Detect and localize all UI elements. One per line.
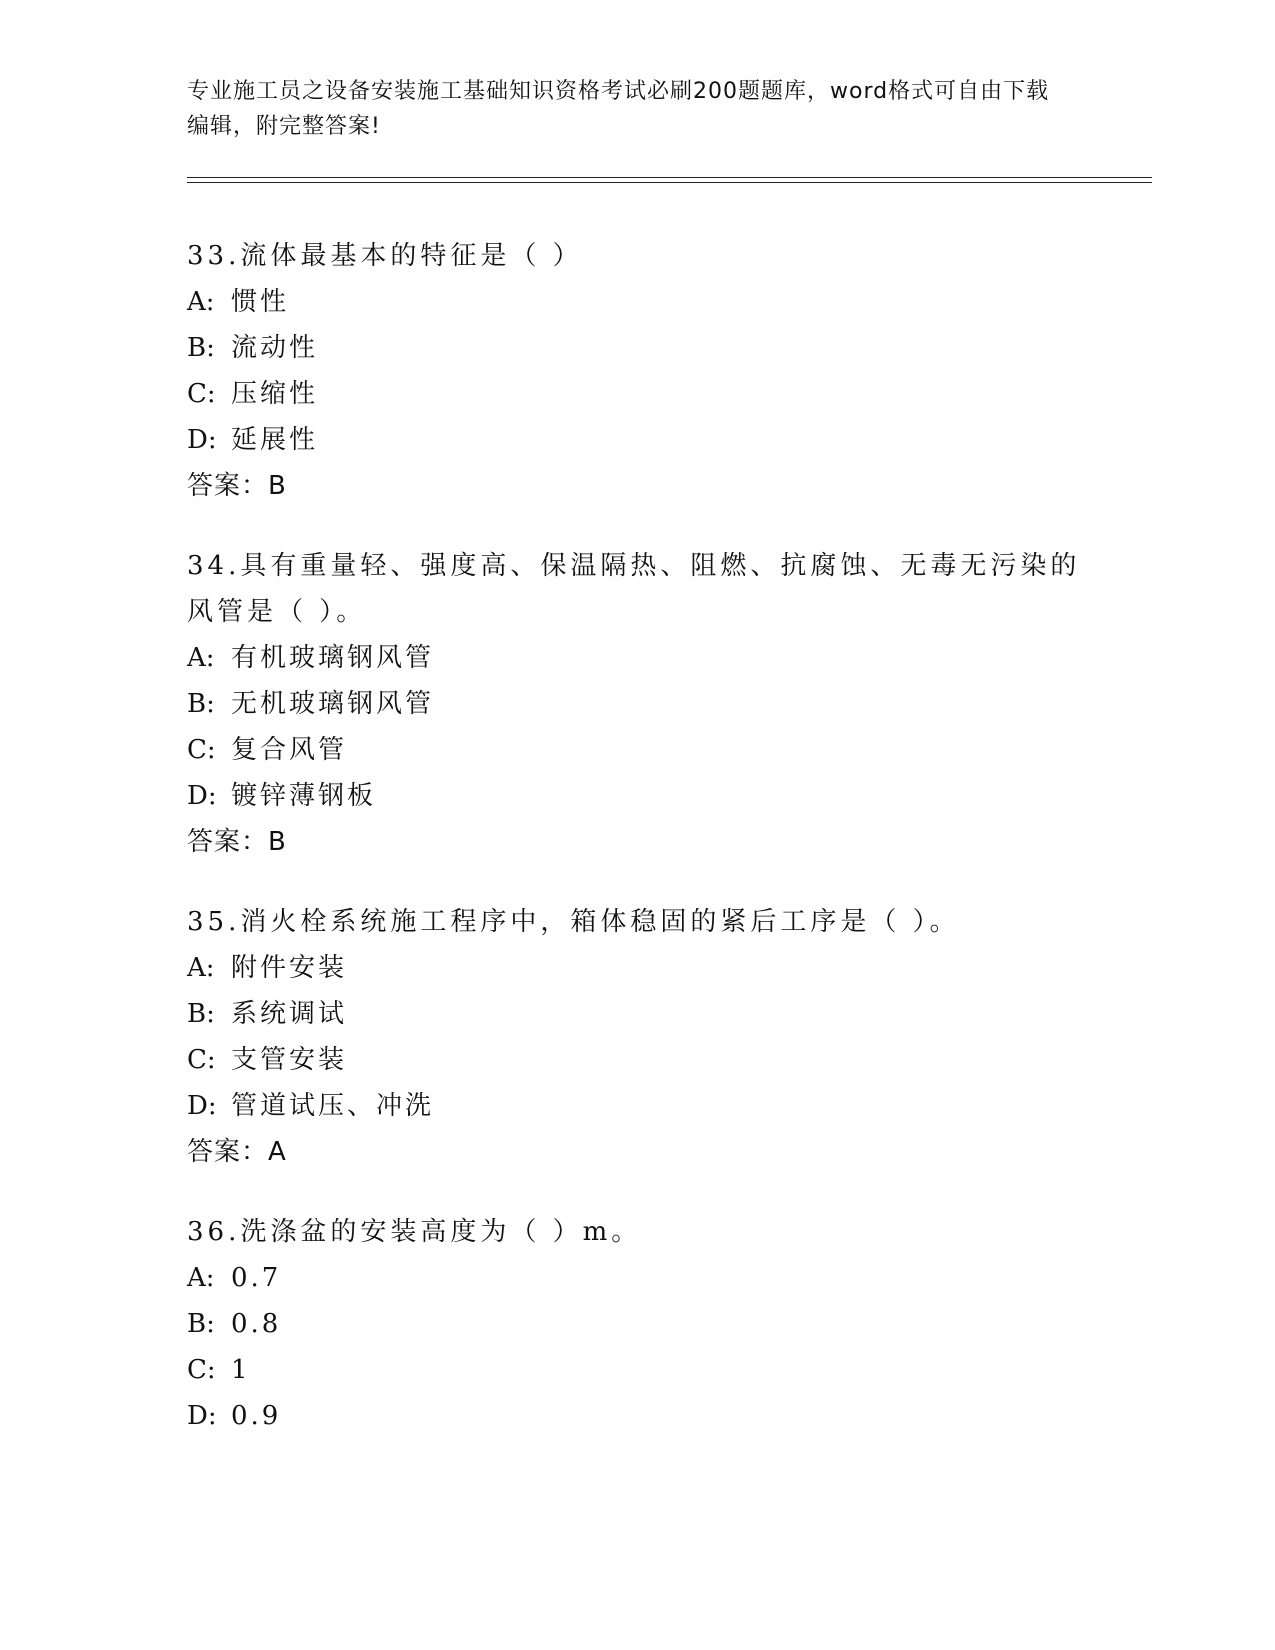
option-b [187, 325, 1087, 371]
question-list [187, 233, 1087, 1473]
option-d [187, 417, 1087, 463]
option-a [187, 279, 1087, 325]
option-b [187, 1301, 1087, 1347]
question-stem: 36.洗涤盆的安装高度为（ ）m。 [187, 1217, 642, 1247]
document-header: 专业施工员之设备安装施工基础知识资格考试必刷200题题库，word格式可自由下载编辑，附完整答案! [187, 79, 1050, 139]
option-b [187, 681, 1087, 727]
option-text: 镀锌薄钢板 [231, 781, 377, 811]
header-divider-top [187, 177, 1152, 178]
option-c [187, 1347, 1087, 1393]
question-stem: 33.流体最基本的特征是（ ） [187, 241, 583, 271]
question-stem: 35.消火栓系统施工程序中，箱体稳固的紧后工序是（ ）。 [187, 907, 960, 937]
option-d [187, 1393, 1087, 1439]
option-b [187, 991, 1087, 1037]
option-text: 1 [231, 1355, 251, 1385]
option-a [187, 635, 1087, 681]
option-c [187, 371, 1087, 417]
option-letter: D: [187, 1401, 217, 1431]
option-letter: B: [187, 1309, 215, 1339]
option-letter: A: [187, 643, 215, 673]
option-text: 复合风管 [231, 735, 348, 765]
answer-line: 答案：B [187, 827, 287, 857]
option-text: 管道试压、冲洗 [231, 1091, 435, 1121]
question-36 [187, 1209, 1087, 1439]
option-letter: C: [187, 1045, 216, 1075]
option-text: 附件安装 [231, 953, 348, 983]
question-33 [187, 233, 1087, 509]
option-letter: B: [187, 999, 215, 1029]
option-text: 有机玻璃钢风管 [231, 643, 435, 673]
option-text: 支管安装 [231, 1045, 348, 1075]
answer-line: 答案：B [187, 471, 287, 501]
option-text: 0.9 [231, 1401, 282, 1431]
option-a [187, 1255, 1087, 1301]
option-letter: A: [187, 1263, 215, 1293]
option-letter: C: [187, 379, 216, 409]
option-letter: D: [187, 425, 217, 455]
option-text: 0.8 [231, 1309, 282, 1339]
option-text: 延展性 [231, 425, 319, 455]
option-letter: D: [187, 781, 217, 811]
option-letter: A: [187, 953, 215, 983]
option-d [187, 773, 1087, 819]
question-34 [187, 543, 1087, 865]
option-letter: B: [187, 689, 215, 719]
option-c [187, 727, 1087, 773]
option-text: 0.7 [231, 1263, 282, 1293]
option-text: 无机玻璃钢风管 [231, 689, 435, 719]
option-letter: A: [187, 287, 215, 317]
option-text: 压缩性 [231, 379, 319, 409]
option-letter: B: [187, 333, 215, 363]
option-a [187, 945, 1087, 991]
question-35 [187, 899, 1087, 1175]
header-divider-bottom [187, 182, 1152, 183]
option-letter: C: [187, 735, 216, 765]
option-text: 流动性 [231, 333, 319, 363]
option-text: 系统调试 [231, 999, 348, 1029]
option-d [187, 1083, 1087, 1129]
answer-line: 答案：A [187, 1137, 287, 1167]
option-c [187, 1037, 1087, 1083]
question-stem: 34.具有重量轻、强度高、保温隔热、阻燃、抗腐蚀、无毒无污染的风管是（ ）。 [187, 551, 1081, 627]
option-text: 惯性 [231, 287, 290, 317]
option-letter: C: [187, 1355, 216, 1385]
option-letter: D: [187, 1091, 217, 1121]
